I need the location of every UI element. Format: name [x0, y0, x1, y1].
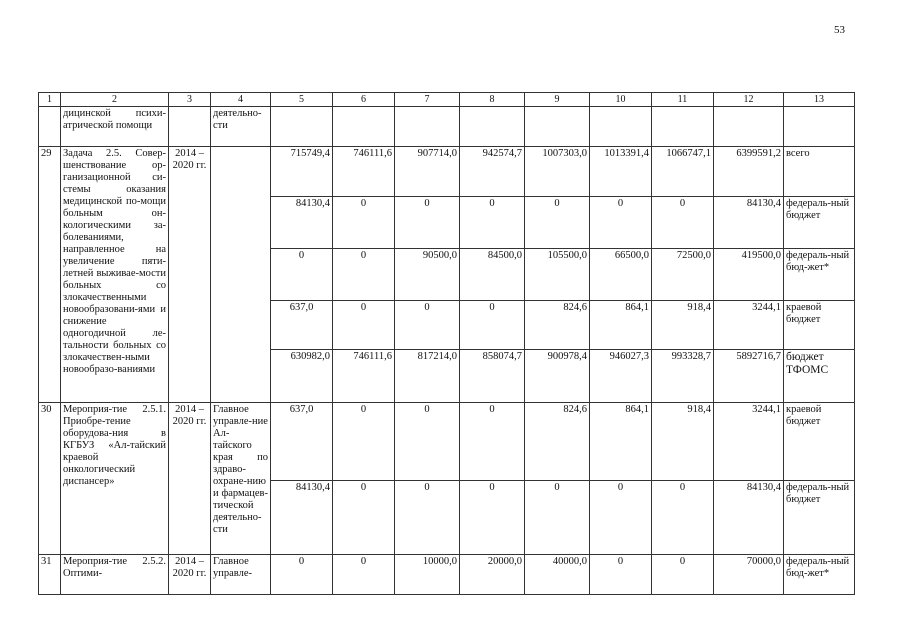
value-cell: 6399591,2	[714, 147, 784, 197]
row-number-cell: 29	[39, 147, 61, 403]
col-header: 4	[211, 93, 271, 107]
col-header: 6	[333, 93, 395, 107]
value-cell: 0	[460, 403, 525, 481]
value-cell: 630982,0	[271, 350, 333, 403]
value-cell: 946027,3	[590, 350, 652, 403]
col-header: 9	[525, 93, 590, 107]
source-cell: федераль-ный бюджет	[784, 481, 855, 555]
table-row-29	[39, 147, 855, 197]
source-cell: всего	[784, 147, 855, 197]
value-cell: 918,4	[652, 301, 714, 350]
row-number-cell: 30	[39, 403, 61, 555]
value-cell: 0	[460, 481, 525, 555]
task-cell: Мероприя-тие 2.5.2. Оптими-	[61, 555, 169, 595]
col-header: 11	[652, 93, 714, 107]
value-cell: 0	[333, 403, 395, 481]
value-cell: 1007303,0	[525, 147, 590, 197]
years-cell	[169, 107, 211, 147]
financing-table	[38, 92, 855, 595]
value-cell: 637,0	[271, 403, 333, 481]
value-cell: 0	[590, 197, 652, 249]
col-header: 1	[39, 93, 61, 107]
value-cell: 3244,1	[714, 301, 784, 350]
table-row-31	[39, 555, 855, 595]
value-cell: 0	[652, 197, 714, 249]
value-cell: 0	[652, 555, 714, 595]
value-cell: 5892716,7	[714, 350, 784, 403]
source-cell: федераль-ный бюд-жет*	[784, 249, 855, 301]
value-cell: 84130,4	[271, 481, 333, 555]
col-header: 12	[714, 93, 784, 107]
value-cell: 824,6	[525, 403, 590, 481]
value-cell: 72500,0	[652, 249, 714, 301]
value-cell: 864,1	[590, 403, 652, 481]
value-cell: 900978,4	[525, 350, 590, 403]
col-header: 3	[169, 93, 211, 107]
source-cell: краевой бюджет	[784, 301, 855, 350]
years-cell: 2014 – 2020 гг.	[169, 403, 211, 555]
years-cell: 2014 – 2020 гг.	[169, 147, 211, 403]
value-cell: 0	[395, 197, 460, 249]
source-cell: федераль-ный бюджет	[784, 197, 855, 249]
column-number-row	[39, 93, 855, 107]
value-cell: 0	[333, 555, 395, 595]
years-cell: 2014 – 2020 гг.	[169, 555, 211, 595]
value-cell: 40000,0	[525, 555, 590, 595]
task-cell: Задача 2.5. Совер-шенствование ор-ганизационной си-стемы оказания медицинской по-мощи больным он-кологическими за-болеваниями, направленное на увеличение пяти-летней выживае-мости больных со злокачественными новообразовани-ями и снижение одногодичной ле-тальности больных со злокачествен-ными новообразо-ваниями	[61, 147, 169, 403]
col-header: 7	[395, 93, 460, 107]
value-cell: 0	[271, 555, 333, 595]
executor-cell: Главное управле-	[211, 555, 271, 595]
value-cell: 3244,1	[714, 403, 784, 481]
table-row-continuation	[39, 107, 855, 147]
value-cell: 824,6	[525, 301, 590, 350]
value-cell: 0	[271, 249, 333, 301]
value-cell: 1066747,1	[652, 147, 714, 197]
row-number-cell: 31	[39, 555, 61, 595]
value-cell: 0	[395, 403, 460, 481]
value-cell: 637,0	[271, 301, 333, 350]
col-header: 10	[590, 93, 652, 107]
value-cell: 0	[525, 481, 590, 555]
executor-cell: Главное управле-ние Ал-тайского края по здраво-охране-нию и фармацев-тической деятельно-сти	[211, 403, 271, 555]
value-cell: 942574,7	[460, 147, 525, 197]
page-number: 53	[834, 24, 845, 36]
value-cell: 105500,0	[525, 249, 590, 301]
value-cell: 90500,0	[395, 249, 460, 301]
task-cell: Мероприя-тие 2.5.1. Приобре-тение оборудова-ния в КГБУЗ «Ал-тайский краевой онкологический диспансер»	[61, 403, 169, 555]
value-cell: 0	[395, 481, 460, 555]
value-cell: 0	[652, 481, 714, 555]
col-header: 8	[460, 93, 525, 107]
col-header: 2	[61, 93, 169, 107]
source-cell: краевой бюджет	[784, 403, 855, 481]
value-cell: 84130,4	[714, 481, 784, 555]
table-row-30	[39, 403, 855, 481]
value-cell: 20000,0	[460, 555, 525, 595]
value-cell: 0	[460, 197, 525, 249]
value-cell: 993328,7	[652, 350, 714, 403]
value-cell: 858074,7	[460, 350, 525, 403]
value-cell: 0	[333, 249, 395, 301]
value-cell: 907714,0	[395, 147, 460, 197]
value-cell: 1013391,4	[590, 147, 652, 197]
col-header: 13	[784, 93, 855, 107]
task-cell: дицинской психи-атрической помощи	[61, 107, 169, 147]
value-cell: 84130,4	[714, 197, 784, 249]
value-cell: 0	[333, 301, 395, 350]
value-cell: 84130,4	[271, 197, 333, 249]
value-cell: 0	[333, 481, 395, 555]
executor-cell	[211, 147, 271, 403]
executor-cell: деятельно-сти	[211, 107, 271, 147]
value-cell: 0	[395, 301, 460, 350]
source-cell: федераль-ный бюд-жет*	[784, 555, 855, 595]
source-cell: бюджет ТФОМС	[784, 350, 855, 403]
value-cell: 817214,0	[395, 350, 460, 403]
value-cell: 715749,4	[271, 147, 333, 197]
value-cell: 918,4	[652, 403, 714, 481]
row-number-cell	[39, 107, 61, 147]
value-cell: 10000,0	[395, 555, 460, 595]
value-cell: 746111,6	[333, 350, 395, 403]
value-cell: 0	[333, 197, 395, 249]
value-cell: 0	[590, 481, 652, 555]
value-cell: 0	[590, 555, 652, 595]
value-cell: 419500,0	[714, 249, 784, 301]
value-cell: 0	[525, 197, 590, 249]
col-header: 5	[271, 93, 333, 107]
value-cell: 70000,0	[714, 555, 784, 595]
value-cell: 66500,0	[590, 249, 652, 301]
value-cell: 746111,6	[333, 147, 395, 197]
value-cell: 864,1	[590, 301, 652, 350]
value-cell: 84500,0	[460, 249, 525, 301]
value-cell: 0	[460, 301, 525, 350]
